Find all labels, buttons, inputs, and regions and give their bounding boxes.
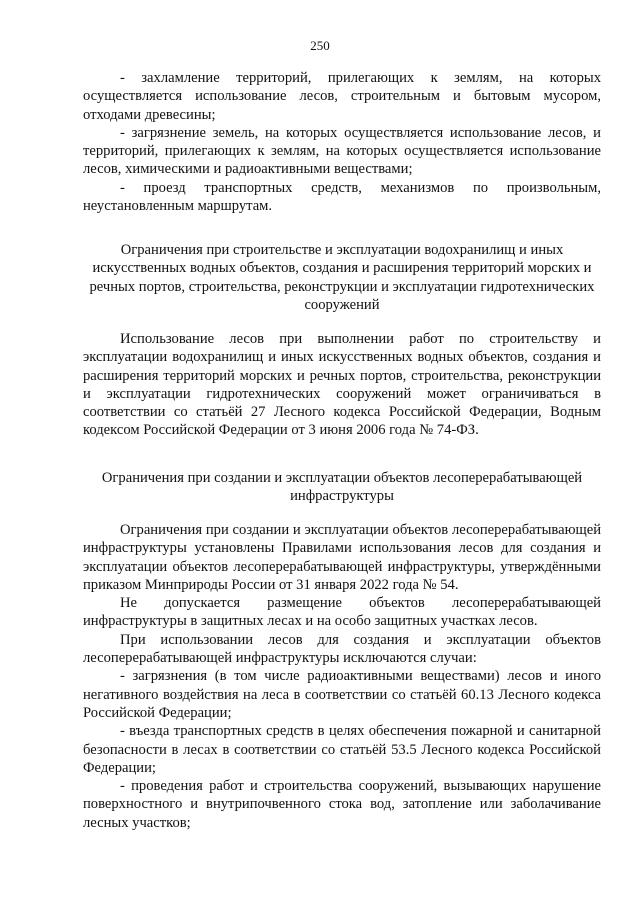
paragraph: - проведения работ и строительства сооружений, вызывающих нарушение поверхностного и внутрипочвенного стока вод, затопление или заболачивание лесных участков; xyxy=(83,778,601,831)
section-heading: Ограничения при строительстве и эксплуатации водохранилищ и иных искусственных водных объектов, создания и расширения территорий морских и речных портов, строительства, реконструкции и эксплуатации гидротехнических сооружений xyxy=(89,242,595,313)
paragraph: - захламление территорий, прилегающих к землям, на которых осуществляется использование лесов, строительным и бытовым мусором, отходами древесины; xyxy=(83,70,601,123)
restrictions-list-top xyxy=(83,69,601,215)
paragraph: Ограничения при создании и эксплуатации объектов лесоперерабатывающей инфраструктуры установлены Правилами использования лесов для создания и эксплуатации объектов лесоперерабатывающей инфраструктуры, утверждёнными приказом Минприроды России от 31 января 2022 года № 54. xyxy=(83,522,601,593)
wood-processing-section-body xyxy=(83,521,601,832)
paragraph: - загрязнение земель, на которых осуществляется использование лесов, и территорий, прилегающих к землям, на которых осуществляется использование лесов, химическими и радиоактивными веществами; xyxy=(83,124,601,178)
reservoirs-section-body xyxy=(83,330,601,440)
paragraph: Использование лесов при выполнении работ по строительству и эксплуатации водохранилищ и иных искусственных водных объектов, создания и расширения территорий морских и речных портов, строительства, реконструкции и эксплуатации гидротехнических сооружений может ограничиваться в соответствии со статьёй 27 Лесного кодекса Российской Федерации, Водным кодексом Российской Федерации от 3 июня 2006 года № 74-ФЗ. xyxy=(83,331,601,439)
paragraph: - въезда транспортных средств в целях обеспечения пожарной и санитарной безопасности в лесах в соответствии со статьёй 53.5 Лесного кодекса Российской Федерации; xyxy=(83,723,601,776)
paragraph: Не допускается размещение объектов лесоперерабатывающей инфраструктуры в защитных лесах и на особо защитных участках лесов. xyxy=(83,595,601,630)
page-number: 250 xyxy=(310,38,330,53)
paragraph: При использовании лесов для создания и эксплуатации объектов лесоперерабатывающей инфраструктуры исключаются случаи: xyxy=(83,631,601,667)
section-heading: Ограничения при создании и эксплуатации объектов лесоперерабатывающей инфраструктуры xyxy=(101,470,583,505)
paragraph: - проезд транспортных средств, механизмов по произвольным, неустановленным маршрутам. xyxy=(83,179,601,215)
section-heading-wood-processing xyxy=(83,469,601,506)
paragraph: - загрязнения (в том числе радиоактивными веществами) лесов и иного негативного воздействия на леса в соответствии со статьёй 60.13 Лесного кодекса Российской Федерации; xyxy=(83,668,601,721)
section-heading-reservoirs xyxy=(83,241,601,314)
